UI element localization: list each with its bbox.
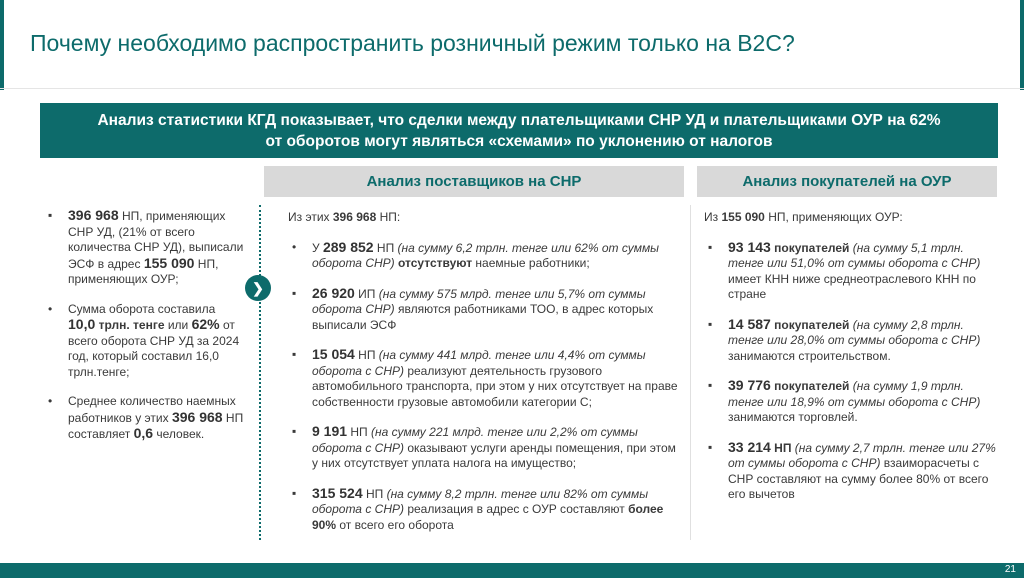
list-item: ▪ 396 968 НП, применяющих СНР УД, (21% от всего количества СНР УД), выписали ЭСФ в адрес 155 090 НП, применяющих ОУР;: [44, 208, 244, 288]
suppliers-column: [288, 210, 683, 547]
key-finding-banner: [40, 103, 998, 158]
bullet-icon: [708, 240, 712, 256]
bullet-icon: [292, 240, 296, 256]
list-item: ▪ 26 920 ИП (на сумму 575 млрд. тенге или 5,7% от суммы оборота СНР) являются работниками ТОО, в адрес которых выписали ЭСФ: [288, 286, 683, 334]
bullet-icon: [48, 208, 52, 224]
dotted-divider: [259, 205, 261, 540]
footer-bar: [0, 563, 1024, 578]
buyers-intro: Из 155 090 НП, применяющих ОУР:: [704, 210, 903, 224]
title-accent-bar: [0, 0, 4, 90]
list-item: ▪ 15 054 НП (на сумму 441 млрд. тенге или 4,4% от суммы оборота с СНР) реализуют деятельность грузового автомобильного транспорта, при этом у них отсутствует на праве собственности грузовые автомобили категории С;: [288, 347, 683, 410]
bullet-icon: [708, 378, 712, 394]
list-item: ▪ 93 143 покупателей (на сумму 5,1 трлн. тенге или 51,0% от суммы оборота с СНР) имеет КНН ниже среднеотраслевого КНН по стране: [704, 240, 996, 303]
suppliers-header: Анализ поставщиков на СНР: [264, 166, 684, 197]
list-item: • Сумма оборота составила 10,0 трлн. тенге или 62% от всего оборота СНР УД за 2024 год, который составил 16,0 трлн.тенге;: [44, 302, 244, 381]
suppliers-intro: Из этих 396 968 НП:: [288, 210, 401, 224]
buyers-header: Анализ покупателей на ОУР: [697, 166, 997, 197]
buyers-column: [704, 210, 996, 517]
page-title: Почему необходимо распространить розничный режим только на B2C?: [30, 30, 795, 56]
list-item: ▪ 33 214 НП (на сумму 2,7 трлн. тенге или 27% от суммы оборота с СНР) взаиморасчеты с СНР составляют на сумму более 80% от всего его вычетов: [704, 440, 996, 503]
list-item: • Среднее количество наемных работников у этих 396 968 НП составляет 0,6 человек.: [44, 394, 244, 443]
bullet-icon: [292, 347, 296, 363]
list-item: ▪ 39 776 покупателей (на сумму 1,9 трлн. тенге или 18,9% от суммы оборота с СНР) занимаются торговлей.: [704, 378, 996, 426]
bullet-icon: [292, 424, 296, 440]
banner-line-2: от оборотов могут являться «схемами» по уклонению от налогов: [265, 132, 773, 150]
banner-line-1: Анализ статистики КГД показывает, что сделки между плательщиками СНР УД и плательщиками ОУР на 62%: [97, 111, 941, 129]
column-divider: [690, 205, 691, 540]
bullet-icon: [48, 302, 52, 318]
list-item: ▪ 14 587 покупателей (на сумму 2,8 трлн. тенге или 28,0% от суммы оборота с СНР) занимаются строительством.: [704, 317, 996, 365]
bullet-icon: [292, 286, 296, 302]
summary-column: [44, 208, 244, 457]
bullet-icon: [292, 486, 296, 502]
chevron-right-icon: ❯: [245, 275, 271, 301]
bullet-icon: [48, 394, 52, 410]
list-item: ▪ 9 191 НП (на сумму 221 млрд. тенге или 2,2% от суммы оборота с СНР) оказывают услуги аренды помещения, при этом у них отсутствует уплата налога на имущество;: [288, 424, 683, 472]
list-item: ▪ 315 524 НП (на сумму 8,2 трлн. тенге или 82% от суммы оборота с СНР) реализация в адрес с ОУР составляют более 90% от всего его оборота: [288, 486, 683, 534]
bullet-icon: [708, 317, 712, 333]
title-divider: [0, 88, 1024, 89]
page-number: 21: [1004, 564, 1016, 575]
list-item: • У 289 852 НП (на сумму 6,2 трлн. тенге или 62% от суммы оборота СНР) отсутствуют наемные работники;: [288, 240, 683, 272]
right-accent-bar: [1020, 0, 1024, 90]
bullet-icon: [708, 440, 712, 456]
